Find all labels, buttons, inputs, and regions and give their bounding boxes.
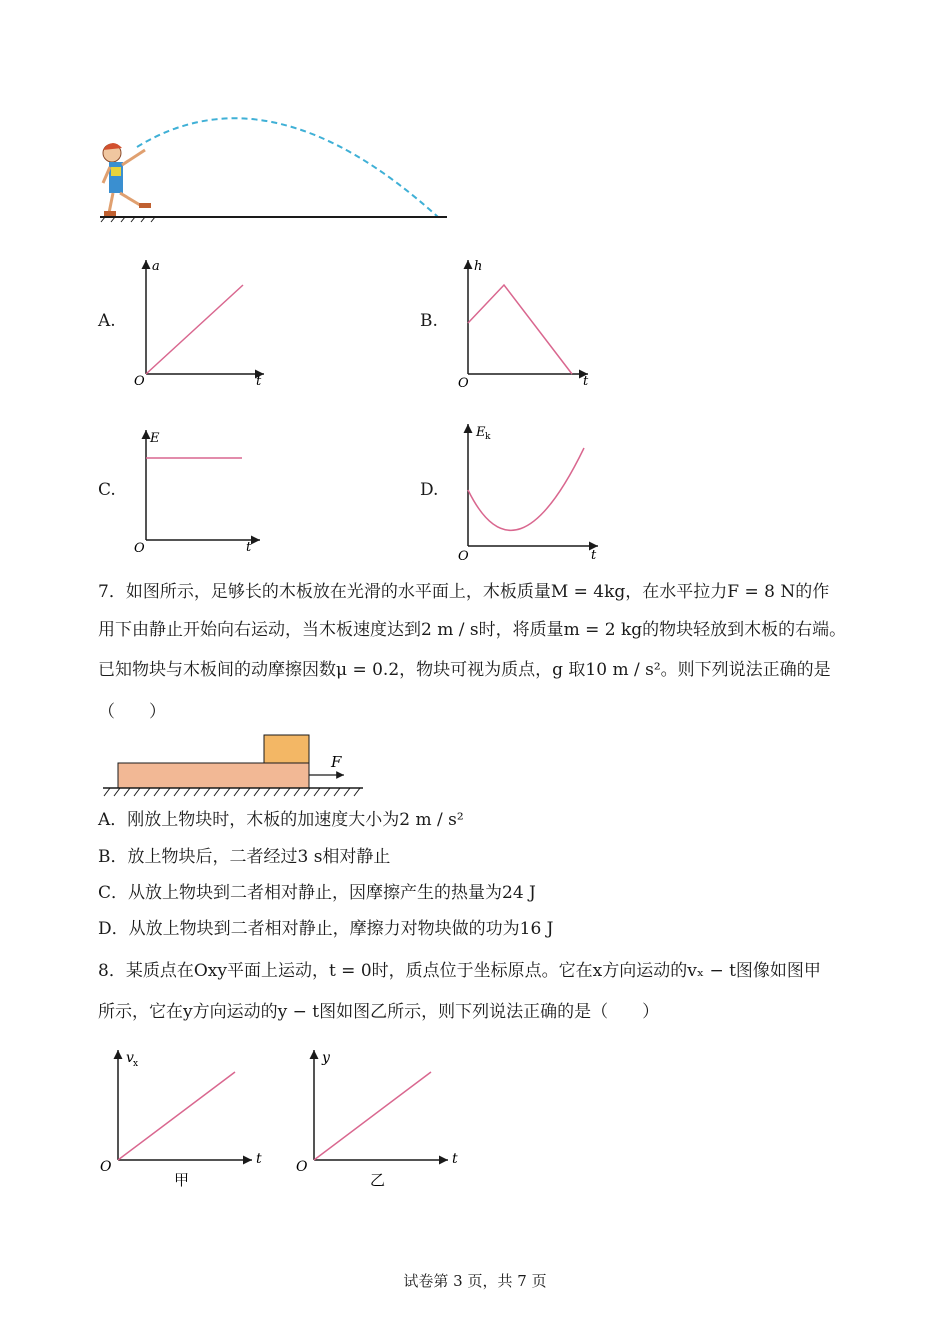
y-axis-label: E bbox=[476, 425, 486, 440]
q7-line-1: 7．如图所示，足够长的木板放在光滑的水平面上，木板质量M = 4kg，在水平拉力F = 8 N的作 bbox=[98, 582, 830, 602]
y-axis-subscript: x bbox=[133, 1059, 139, 1069]
origin-label: O bbox=[296, 1159, 308, 1175]
graph-yi bbox=[292, 1044, 472, 1194]
x-axis-label: t bbox=[452, 1151, 458, 1167]
q8-line-1: 8．某质点在Oxy平面上运动，t = 0时，质点位于坐标原点。它在x方向运动的vₓ − t图像如图甲 bbox=[98, 961, 821, 981]
force-label: F bbox=[331, 753, 342, 771]
y-axis-label: v bbox=[126, 1050, 134, 1066]
graph-a bbox=[128, 252, 278, 392]
x-axis-label: t bbox=[256, 1151, 262, 1167]
y-axis-subscript: k bbox=[485, 432, 491, 442]
graph-b bbox=[450, 252, 600, 392]
q7-answer-paren: （ ） bbox=[98, 702, 166, 722]
q7-option-a: A．刚放上物块时，木板的加速度大小为2 m / s² bbox=[98, 810, 464, 830]
q7-option-b: B．放上物块后，二者经过3 s相对静止 bbox=[98, 847, 391, 867]
thrower-figure bbox=[103, 143, 151, 216]
q7-option-d: D．从放上物块到二者相对静止，摩擦力对物块做的功为16 J bbox=[98, 919, 554, 939]
origin-label: O bbox=[458, 376, 469, 391]
graph-c bbox=[128, 424, 278, 560]
origin-label: O bbox=[134, 541, 145, 556]
y-t-line bbox=[314, 1072, 431, 1160]
vx-t-line bbox=[118, 1072, 235, 1160]
x-axis-label: t bbox=[246, 540, 252, 555]
graph-d bbox=[450, 418, 610, 566]
x-axis-label: t bbox=[583, 374, 589, 389]
caption: 甲 bbox=[174, 1171, 190, 1189]
q7-option-c: C．从放上物块到二者相对静止，因摩擦产生的热量为24 J bbox=[98, 883, 536, 903]
floor-hatching bbox=[104, 788, 360, 796]
trajectory-curve bbox=[137, 118, 438, 217]
h-t-line bbox=[468, 285, 572, 374]
origin-label: O bbox=[134, 374, 145, 389]
option-a-label: A. bbox=[98, 311, 116, 331]
y-axis-label: a bbox=[152, 259, 160, 274]
q7-line-2: 用下由静止开始向右运动，当木板速度达到2 m / s时，将质量m = 2 kg的物块轻放到木板的右端。 bbox=[98, 620, 847, 640]
y-axis-label: h bbox=[474, 259, 483, 274]
q8-line-2: 所示，它在y方向运动的y − t图如图乙所示，则下列说法正确的是（ ） bbox=[98, 1002, 660, 1022]
caption: 乙 bbox=[370, 1171, 386, 1189]
projectile-illustration bbox=[95, 95, 455, 225]
a-t-line bbox=[146, 285, 243, 374]
block bbox=[264, 735, 309, 763]
x-axis-label: t bbox=[256, 374, 262, 389]
ek-t-curve bbox=[468, 448, 584, 530]
board-block-diagram bbox=[98, 730, 368, 800]
x-axis-label: t bbox=[591, 548, 597, 563]
q7-line-3: 已知物块与木板间的动摩擦因数μ = 0.2，物块可视为质点，g 取10 m / s²。则下列说法正确的是 bbox=[98, 660, 831, 680]
graph-jia bbox=[96, 1044, 276, 1194]
board bbox=[118, 763, 309, 788]
option-c-label: C. bbox=[98, 480, 116, 500]
page-footer: 试卷第 3 页，共 7 页 bbox=[403, 1272, 547, 1290]
origin-label: O bbox=[458, 549, 469, 564]
origin-label: O bbox=[100, 1159, 112, 1175]
y-axis-label: y bbox=[322, 1050, 330, 1066]
option-b-label: B. bbox=[420, 311, 438, 331]
option-d-label: D. bbox=[420, 480, 439, 500]
y-axis-label: E bbox=[150, 431, 160, 446]
